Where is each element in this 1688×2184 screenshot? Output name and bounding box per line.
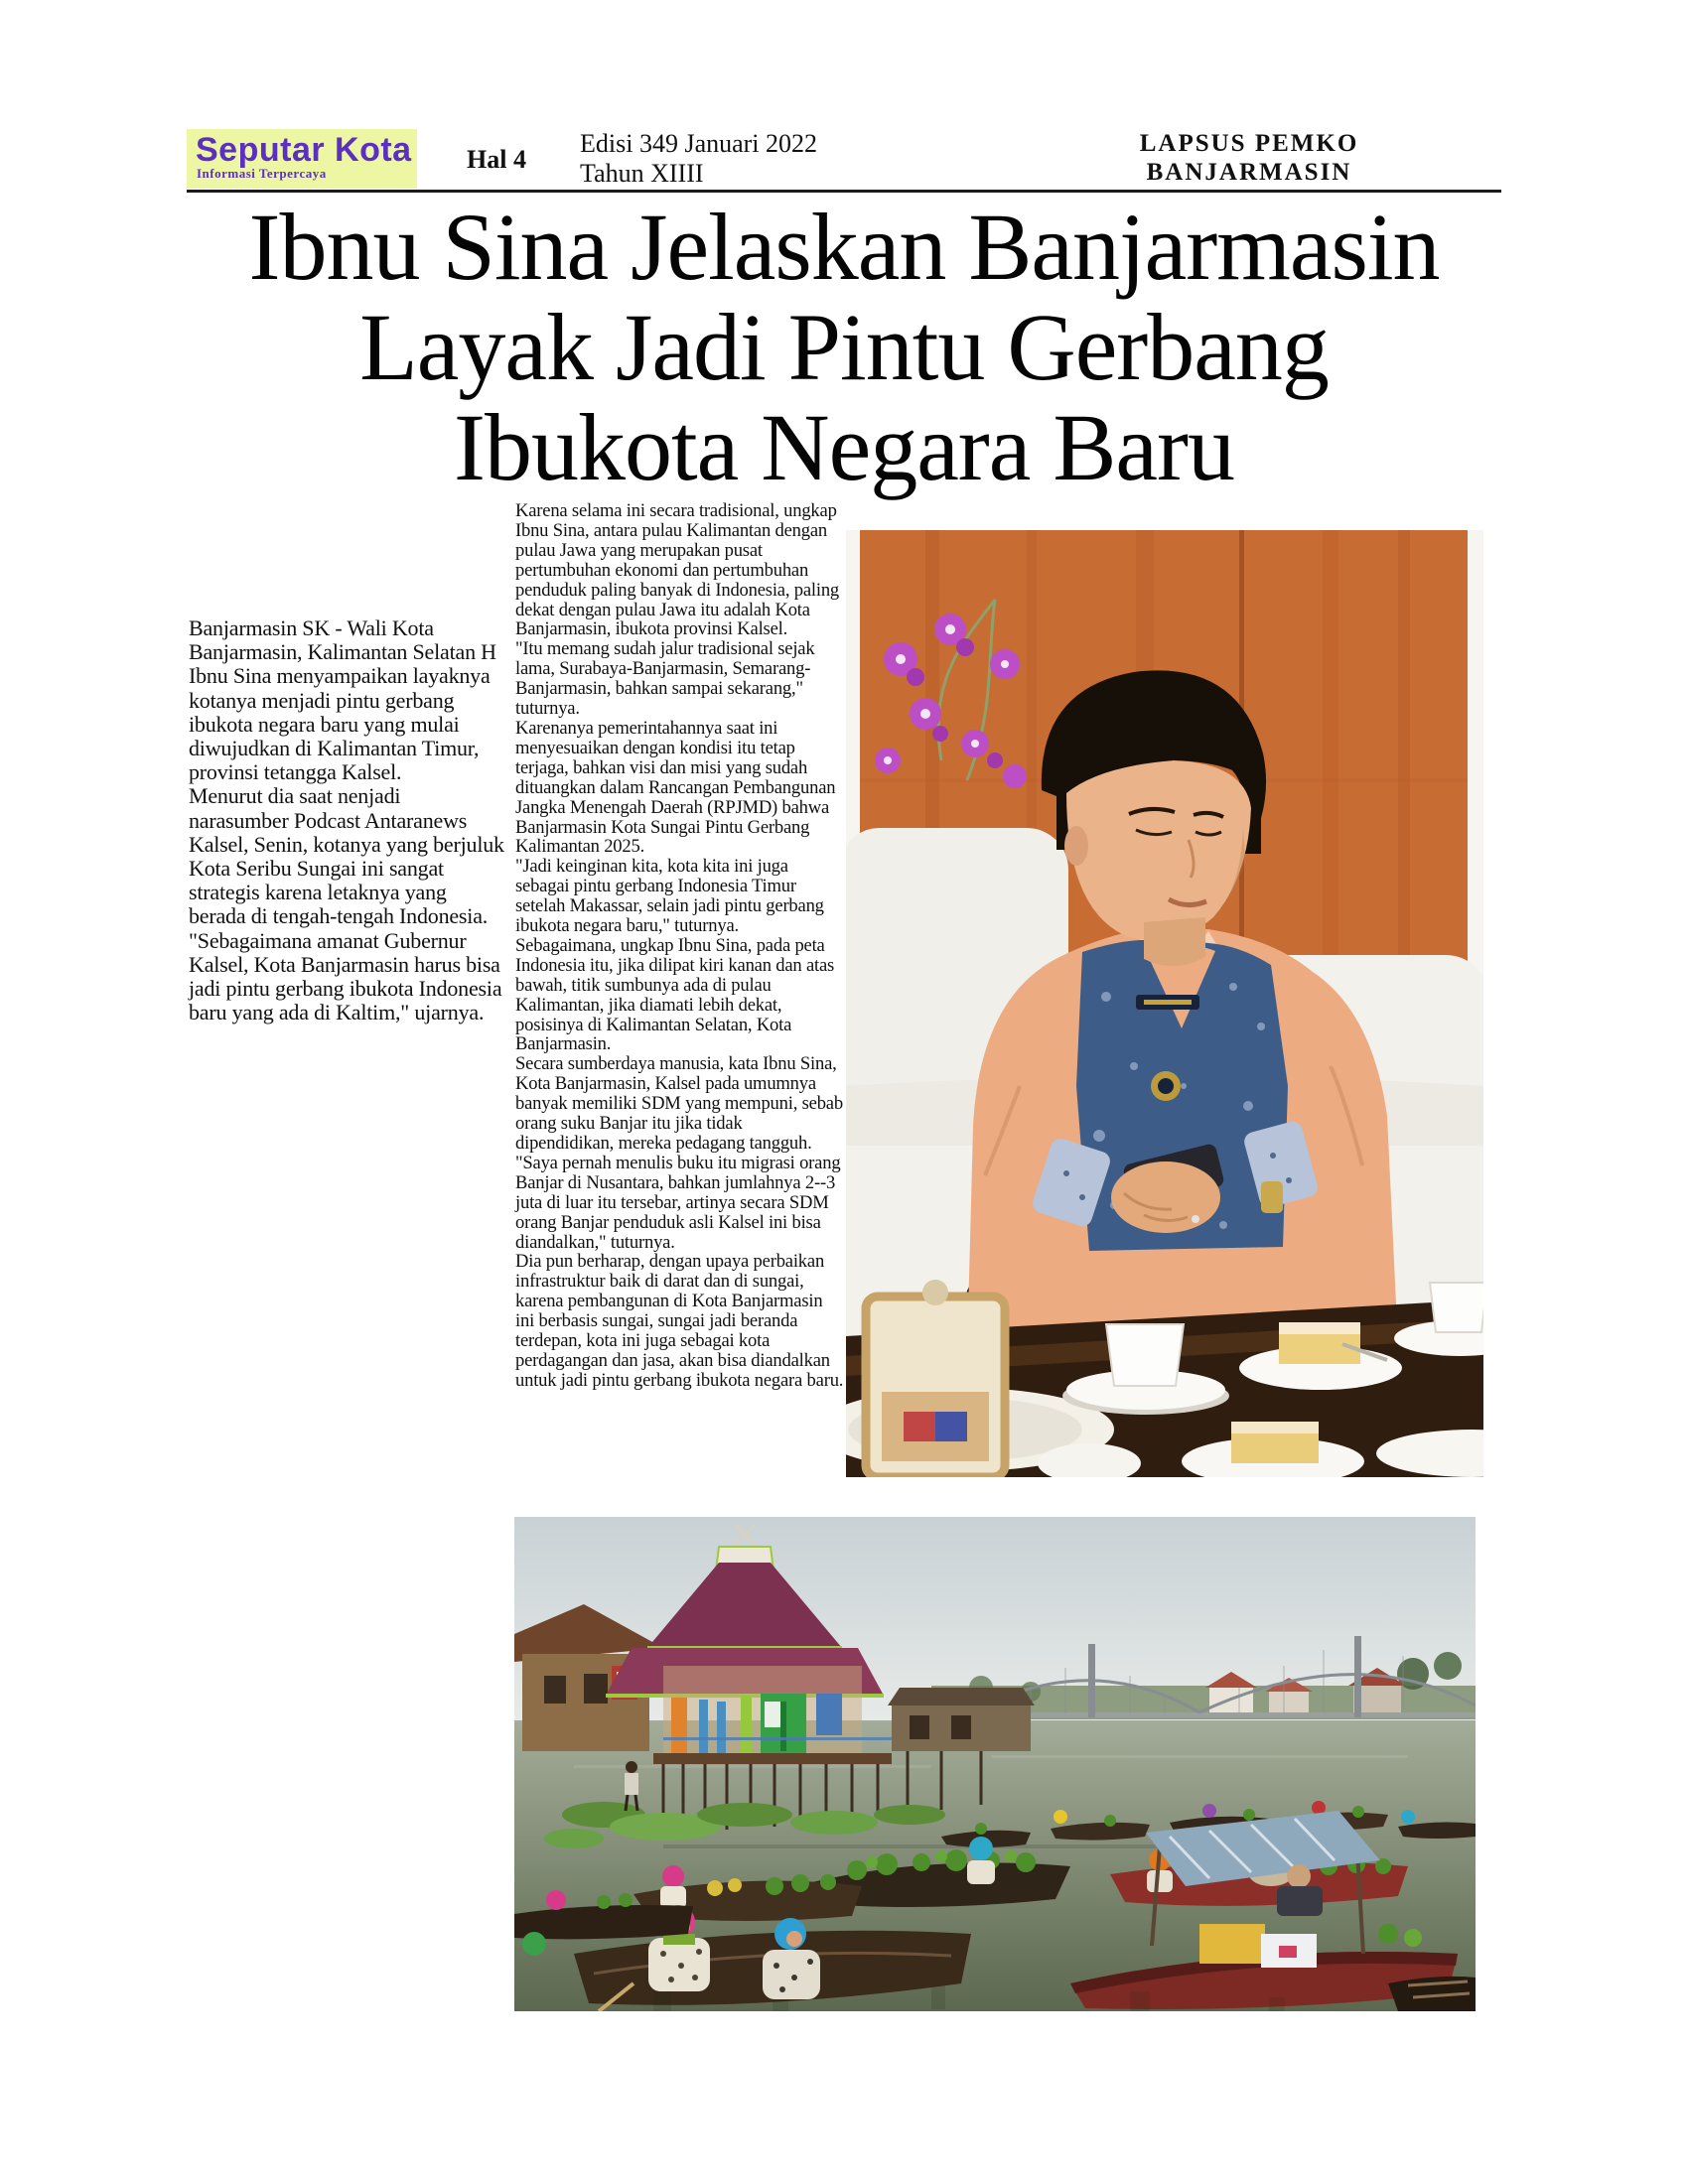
headline-line1: Ibnu Sina Jelaskan Banjarmasin — [248, 194, 1440, 300]
section-line1: LAPSUS PEMKO — [1139, 130, 1359, 157]
section-line2: BANJARMASIN — [1146, 159, 1352, 186]
headline-line2: Layak Jadi Pintu Gerbang — [359, 294, 1329, 400]
interview-photo — [846, 530, 1483, 1477]
article-headline — [149, 194, 1539, 500]
paragraph: "Sebagaimana amanat Gubernur Kalsel, Kota Banjarmasin harus bisa jadi pintu gerbang ibukota Indonesia baru yang ada di Kaltim," ujarnya. — [189, 927, 502, 1025]
newspaper-logo — [187, 129, 417, 189]
paragraph: Sebagaimana, ungkap Ibnu Sina, pada peta Indonesia itu, jika dilipat kiri kanan dan atas bawah, titik sumbunya ada di pulau Kalimantan, jika diamati lebih dekat, posisinya di Kalimantan Selatan, Kota Banjarmasin. — [515, 934, 835, 1055]
article-column-left — [189, 616, 504, 1024]
masthead-divider — [187, 190, 1501, 193]
page-number-label: Hal 4 — [467, 145, 526, 174]
paragraph: Menurut dia saat nenjadi narasumber Podcast Antaranews Kalsel, Senin, kotanya yang berjuluk Kota Seribu Sungai ini sangat strategis karena letaknya yang berada di tengah-tengah Indonesia. — [189, 783, 504, 929]
section-label — [1120, 129, 1378, 187]
floating-market-graphic — [514, 1517, 1476, 2011]
headline-line3: Ibukota Negara Baru — [454, 394, 1234, 500]
paragraph: "Jadi keinginan kita, kota kita ini juga sebagai pintu gerbang Indonesia Timur setelah Makassar, selain jadi pintu gerbang ibukota negara baru," tuturnya. — [515, 856, 824, 937]
glass-teapot — [866, 1280, 1005, 1477]
floating-market-photo — [514, 1517, 1476, 2011]
paragraph: "Saya pernah menulis buku itu migrasi orang Banjar di Nusantara, bahkan jumlahnya 2--3 juta di luar itu tersebar, artinya secara SDM orang Banjar penduduk asli Kalsel ini bisa diandalkan," tuturnya. — [515, 1152, 841, 1253]
paragraph: Karena selama ini secara tradisional, ungkap Ibnu Sina, antara pulau Kalimantan dengan pulau Jawa yang merupakan pusat pertumbuhan ekonomi dan pertumbuhan penduduk paling banyak di Indonesia, paling dekat dengan pulau Jawa itu adalah Kota Banjarmasin, ibukota provinsi Kalsel. — [515, 500, 840, 640]
paragraph: Banjarmasin SK - Wali Kota Banjarmasin, Kalimantan Selatan H Ibnu Sina menyampaikan layaknya kotanya menjadi pintu gerbang ibukota negara baru yang mulai diwujudkan di Kalimantan Timur, provinsi tetangga Kalsel. — [189, 615, 496, 785]
edition-year-line: Tahun XIIII — [580, 159, 704, 188]
interview-photo-graphic — [846, 530, 1483, 1477]
edition-info — [580, 129, 817, 189]
paragraph: Dia pun berharap, dengan upaya perbaikan infrastruktur baik di darat dan di sungai, karena pembangunan di Kota Banjarmasin ini berbasis sungai, sungai jadi beranda terdepan, kota ini juga sebagai kota perdagangan dan jasa, akan bisa diandalkan untuk jadi pintu gerbang ibukota negara baru. — [515, 1251, 844, 1391]
logo-tagline: Informasi Terpercaya — [197, 166, 327, 181]
article-column-middle — [515, 501, 845, 1391]
paragraph: Secara sumberdaya manusia, kata Ibnu Sina, Kota Banjarmasin, Kalsel pada umumnya banyak memiliki SDM yang mempuni, sebab orang suku Banjar itu jika tidak dipendidikan, mereka pedagang tangguh. — [515, 1053, 843, 1154]
right-corner-boat — [1388, 1977, 1476, 2011]
paragraph: "Itu memang sudah jalur tradisional sejak lama, Surabaya-Banjarmasin, Semarang-Banjarmasin, bahkan sampai sekarang," tuturnya. — [515, 638, 815, 720]
wristwatch — [1261, 1181, 1283, 1213]
paragraph: Karenanya pemerintahannya saat ini menyesuaikan dengan kondisi itu tetap terjaga, bahkan visi dan misi yang sudah dituangkan dalam Rancangan Pembangunan Jangka Menengah Daerah (RPJMD) bahwa Banjarmasin Kota Sungai Pintu Gerbang Kalimantan 2025. — [515, 717, 836, 858]
logo-title: Seputar Kota — [196, 131, 412, 169]
edition-line: Edisi 349 Januari 2022 — [580, 129, 818, 158]
